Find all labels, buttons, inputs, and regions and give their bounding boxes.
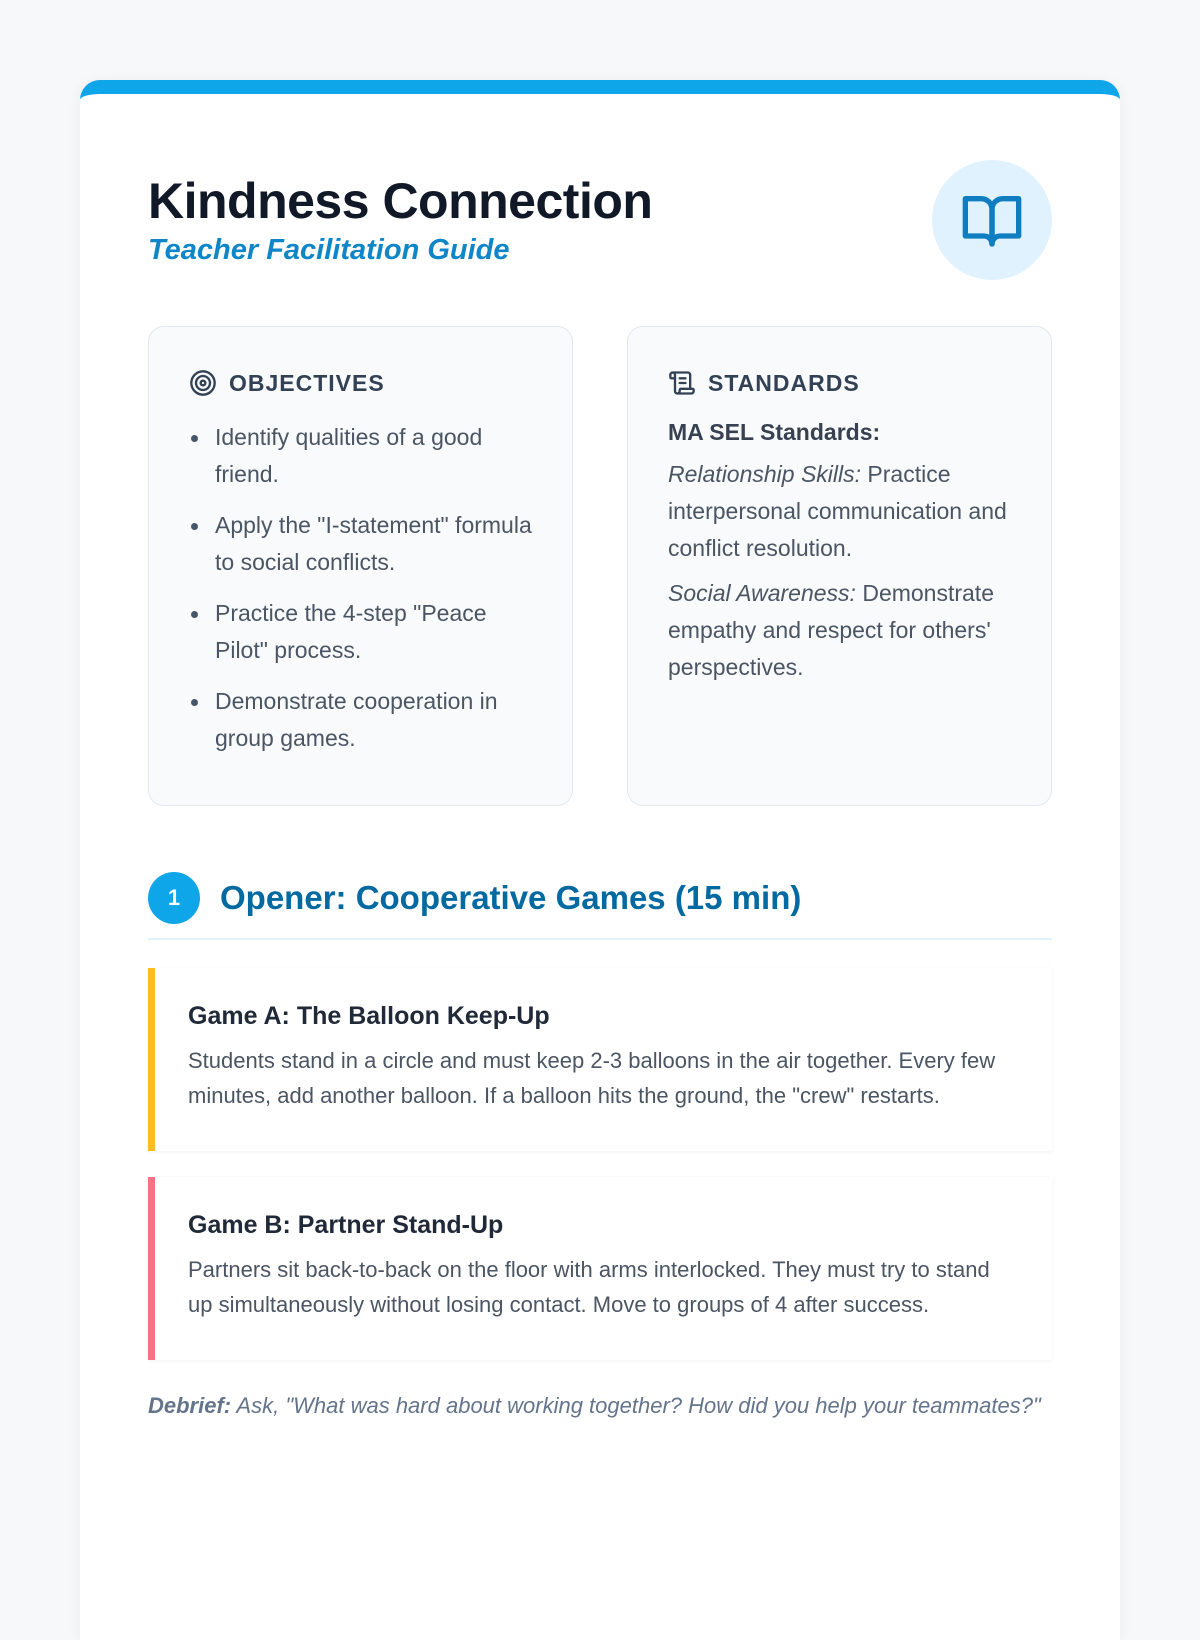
standards-panel	[627, 326, 1052, 806]
standard-label: Relationship Skills:	[668, 461, 862, 487]
page-subtitle: Teacher Facilitation Guide	[148, 234, 510, 266]
standard-text: Demonstrate empathy and respect for others' perspectives.	[668, 580, 994, 680]
section-number-badge: 1	[148, 872, 200, 924]
debrief-label: Debrief:	[148, 1393, 232, 1418]
list-item: Demonstrate cooperation in group games.	[189, 683, 532, 757]
standard-label: Social Awareness:	[668, 580, 856, 606]
target-icon	[189, 369, 217, 397]
game-description: Partners sit back-to-back on the floor with arms interlocked. They must try to stand up simultaneously without losing contact. Move to groups of 4 after success.	[188, 1257, 990, 1317]
standards-title: MA SEL Standards:	[668, 419, 881, 445]
debrief-text: Ask, "What was hard about working together? How did you help your teammates?"	[231, 1393, 1041, 1418]
standard-entry	[668, 575, 1011, 686]
objectives-list	[189, 419, 532, 757]
info-panels	[148, 326, 1052, 806]
game-card-a	[148, 968, 1052, 1151]
objectives-heading-label: OBJECTIVES	[229, 369, 385, 396]
objectives-panel	[148, 326, 573, 806]
scroll-icon	[668, 369, 696, 397]
section-title: Opener: Cooperative Games (15 min)	[220, 879, 802, 916]
list-item: Identify qualities of a good friend.	[189, 419, 532, 493]
objectives-heading	[189, 369, 532, 397]
open-book-icon	[960, 188, 1024, 252]
section-header	[148, 872, 1052, 940]
debrief-note	[148, 1388, 1052, 1423]
standard-entry	[668, 456, 1011, 567]
list-item: Practice the 4-step "Peace Pilot" process.	[189, 595, 532, 669]
standard-text: Practice interpersonal communication and conflict resolution.	[668, 461, 1007, 561]
game-description: Students stand in a circle and must keep 2-3 balloons in the air together. Every few minutes, add another balloon. If a balloon hits the ground, the "crew" restarts.	[188, 1048, 996, 1108]
game-card-b	[148, 1177, 1052, 1360]
page-title: Kindness Connection	[148, 173, 653, 229]
game-title: Game A: The Balloon Keep-Up	[188, 1002, 550, 1030]
guide-header	[148, 94, 1052, 326]
header-badge	[932, 160, 1052, 280]
facilitation-guide-card	[80, 80, 1120, 1640]
standards-heading	[668, 369, 1011, 397]
list-item: Apply the "I-statement" formula to social conflicts.	[189, 507, 532, 581]
standards-heading-label: STANDARDS	[708, 369, 860, 396]
game-title: Game B: Partner Stand-Up	[188, 1211, 504, 1239]
